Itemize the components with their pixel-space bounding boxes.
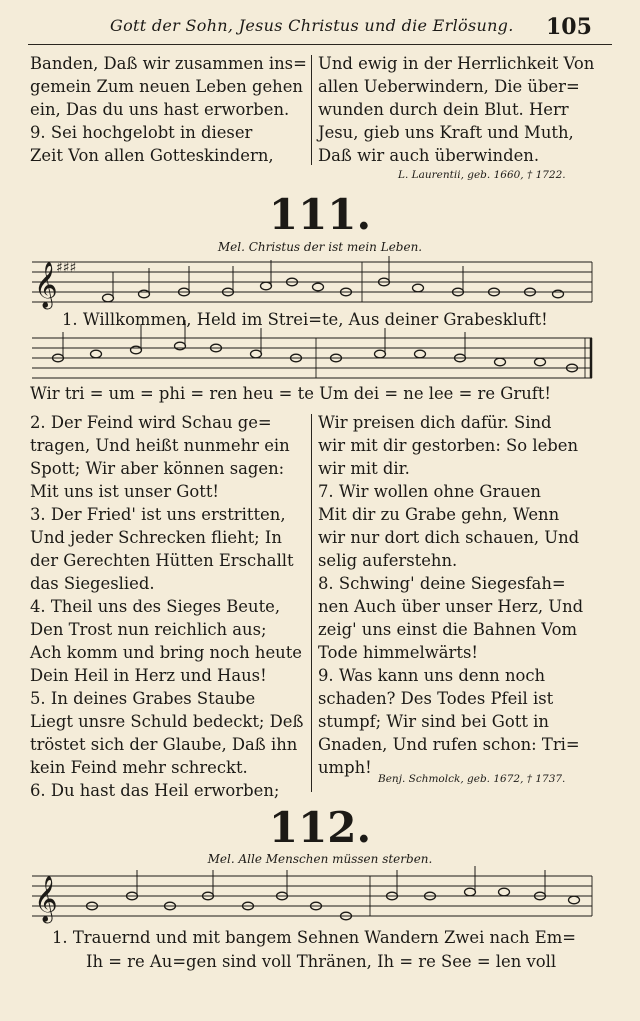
text-line: schaden? Des Todes Pfeil ist	[318, 689, 554, 708]
text-line: wir mit dir gestorben: So leben	[318, 436, 579, 455]
text-line: 7. Wir wollen ohne Grauen	[318, 482, 541, 501]
text-line: Banden, Daß wir zusammen ins=	[30, 54, 307, 73]
text-line: der Gerechten Hütten Erschallt	[30, 551, 294, 570]
text-line: Tode himmelwärts!	[318, 643, 478, 662]
text-line: zeig' uns einst die Bahnen Vom	[318, 620, 578, 639]
running-title: Gott der Sohn, Jesus Christus und die Erlösung.	[110, 16, 514, 35]
staff-3-notes	[87, 888, 580, 920]
sharp-icon: ♯♯♯	[56, 260, 77, 276]
hymn-111-right-column	[318, 411, 583, 779]
text-line: 8. Schwing' deine Siegesfah=	[318, 574, 566, 593]
melody-reference: Mel. Alle Menschen müssen sterben.	[207, 852, 433, 866]
text-line: 5. In deines Grabes Staube	[30, 689, 256, 708]
text-line: Und ewig in der Herrlichkeit Von	[318, 54, 595, 73]
attribution: L. Laurentii, geb. 1660, † 1722.	[398, 169, 566, 181]
text-line: 9. Sei hochgelobt in dieser	[30, 123, 253, 142]
text-line: Jesu, gieb uns Kraft und Muth,	[318, 123, 574, 142]
text-line: tragen, Und heißt nunmehr ein	[30, 436, 290, 455]
attribution: Benj. Schmolck, geb. 1672, † 1737.	[378, 773, 566, 785]
hymn-number: 112.	[268, 803, 372, 852]
text-line: kein Feind mehr schreckt.	[30, 758, 248, 777]
text-line: Ach komm und bring noch heute	[30, 643, 302, 662]
text-line: tröstet sich der Glaube, Daß ihn	[30, 735, 298, 754]
column-divider	[311, 414, 312, 792]
text-line: Zeit Von allen Gotteskindern,	[30, 146, 274, 165]
text-line: Spott; Wir aber können sagen:	[30, 459, 285, 478]
lyric-line: 1. Trauernd und mit bangem Sehnen Wandern Zwei nach Em=	[52, 928, 577, 947]
text-line: stumpf; Wir sind bei Gott in	[318, 712, 549, 731]
text-line: selig auferstehn.	[318, 551, 458, 570]
text-line: wir nur dort dich schauen, Und	[318, 528, 580, 547]
text-line: nen Auch über unser Herz, Und	[318, 597, 584, 616]
text-line: Daß wir auch überwinden.	[318, 146, 540, 165]
staff-1	[32, 262, 592, 302]
text-line: Den Trost nun reichlich aus;	[30, 620, 267, 639]
treble-clef-icon: 𝄞	[34, 876, 58, 922]
text-line: allen Ueberwindern, Die über=	[318, 77, 580, 96]
hymn-number: 111.	[268, 190, 372, 239]
staff-3	[32, 876, 592, 916]
text-line: Mit uns ist unser Gott!	[30, 482, 219, 501]
melody-reference: Mel. Christus der ist mein Leben.	[217, 240, 423, 254]
text-line: wir mit dir.	[318, 459, 410, 478]
text-line: 6. Du hast das Heil erworben;	[30, 781, 280, 800]
text-line: wunden durch dein Blut. Herr	[318, 100, 569, 119]
text-line: gemein Zum neuen Leben gehen	[30, 77, 303, 96]
page-number: 105	[546, 14, 592, 40]
text-line: Wir preisen dich dafür. Sind	[318, 413, 552, 432]
lyric-line: Wir tri = um = phi = ren heu = te Um dei = ne lee = re Gruft!	[30, 384, 552, 403]
text-line: Und jeder Schrecken flieht; In	[30, 528, 282, 547]
hymn-111-left-column	[30, 411, 303, 802]
text-line: 2. Der Feind wird Schau ge=	[30, 413, 272, 432]
text-line: das Siegeslied.	[30, 574, 155, 593]
text-line: 9. Was kann uns denn noch	[318, 666, 546, 685]
lyric-line: Ih = re Au=gen sind voll Thränen, Ih = re See = len voll	[86, 952, 557, 971]
text-line: 3. Der Fried' ist uns erstritten,	[30, 505, 286, 524]
staff-2-notes	[53, 342, 578, 372]
text-line: Mit dir zu Grabe gehn, Wenn	[318, 505, 560, 524]
text-line: umph!	[318, 758, 372, 777]
text-line: Dein Heil in Herz und Haus!	[30, 666, 267, 685]
treble-clef-icon: 𝄞	[34, 262, 58, 308]
staff-2	[32, 338, 592, 378]
lyric-line: 1. Willkommen, Held im Strei=te, Aus deiner Grabeskluft!	[62, 310, 548, 329]
text-line: 4. Theil uns des Sieges Beute,	[30, 597, 281, 616]
text-line: Gnaden, Und rufen schon: Tri=	[318, 735, 580, 754]
text-line: ein, Das du uns hast erworben.	[30, 100, 290, 119]
text-line: Liegt unsre Schuld bedeckt; Deß	[30, 712, 304, 731]
